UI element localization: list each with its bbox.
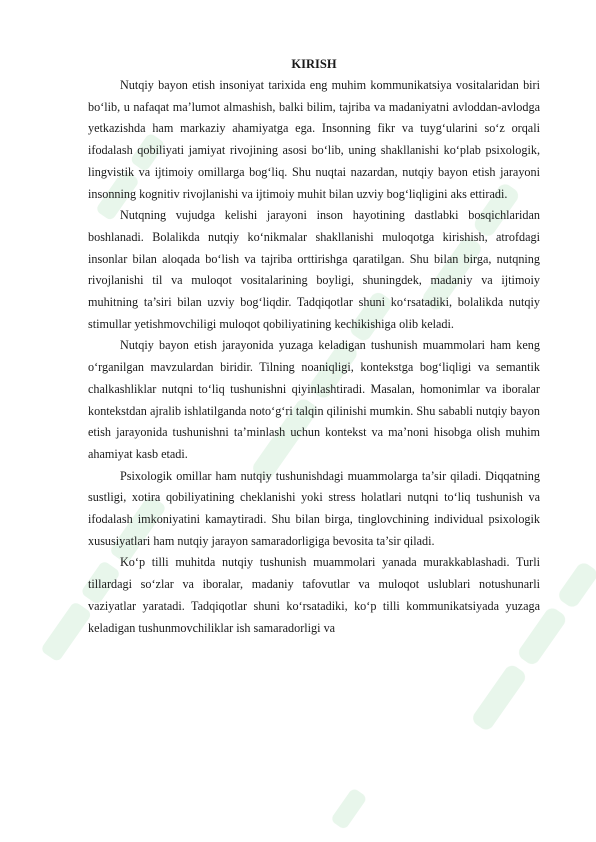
paragraph-1: Nutqiy bayon etish insoniyat tarixida eng muhim kommunikatsiya vositalaridan biri bo‘lib, u nafaqat ma’lumot almashish, balki bilim, tajriba va madaniyatni avloddan-avlodga yetkazishda ham markaziy ahamiyatga ega. Insonning fikr va tuyg‘ularini so‘z orqali ifodalash qobiliyati jamiyat rivojining asosi bo‘lib, uning shakllanishi ko‘plab psixologik, lingvistik va ijtimoiy omillarga bog‘liq. Shu nuqtai nazardan, nutqiy bayon etish jarayoni insonning kognitiv rivojlanishi va ijtimoiy muhit bilan uzviy bog‘liqligini aks ettiradi. [88, 78, 540, 201]
paragraph-3: Nutqiy bayon etish jarayonida yuzaga keladigan tushunish muammolari ham keng o‘rganilgan mavzulardan biridir. Tilning noaniqligi, kontekstga bog‘liqligi va semantik chalkashliklar nutqni to‘liq tushunishni qiyinlashtiradi. Masalan, homonimlar va iboralar kontekstdan ajralib ishlatilganda noto‘g‘ri talqin qilinishi mumkin. Shu sababli nutqiy bayon etish jarayonida tushunishni ta’minlash uchun kontekst va ma’noni hisobga olish muhim ahamiyat kasb etadi. [88, 338, 540, 461]
paragraph-2: Nutqning vujudga kelishi jarayoni inson hayotining dastlabki bosqichlaridan boshlanadi. Bolalikda nutqiy ko‘nikmalar shakllanishi muloqotga kirishish, atrofdagi insonlar bilan aloqada bo‘lish va tajriba orttirishga qaratilgan. Shu bilan birga, nutqning rivojlanishi til va muloqot vositalarining boyligi, shuningdek, madaniy va ijtimoiy muhitning ta’siri bilan uzviy bog‘liqdir. Tadqiqotlar shuni ko‘rsatadiki, bolalikda nutqiy stimullar yetishmovchiligi muloqot qobiliyatining kechikishiga olib keladi. [88, 208, 540, 331]
document-body [88, 55, 540, 639]
paragraph-5: Ko‘p tilli muhitda nutqiy tushunish muammolari yanada murakkablashadi. Turli tillardagi so‘zlar va iboralar, madaniy tafovutlar va muloqot uslublari notushunarli vaziyatlar yaratadi. Tadqiqotlar shuni ko‘rsatadiki, ko‘p tilli kommunikatsiyada yuzaga keladigan tushunmovchiliklar ish samaradorligi va [88, 555, 540, 635]
paragraph-4: Psixologik omillar ham nutqiy tushunishdagi muammolarga ta’sir qiladi. Diqqatning sustligi, xotira qobiliyatining cheklanishi yoki stress holatlari nutqni to‘liq tushunish va ifodalash imkoniyatini kamaytiradi. Shu bilan birga, tinglovchining individual psixologik xususiyatlari ham nutqiy jarayon samaradorligiga bevosita ta’sir qiladi. [88, 468, 540, 548]
page-title: KIRISH [291, 57, 337, 71]
